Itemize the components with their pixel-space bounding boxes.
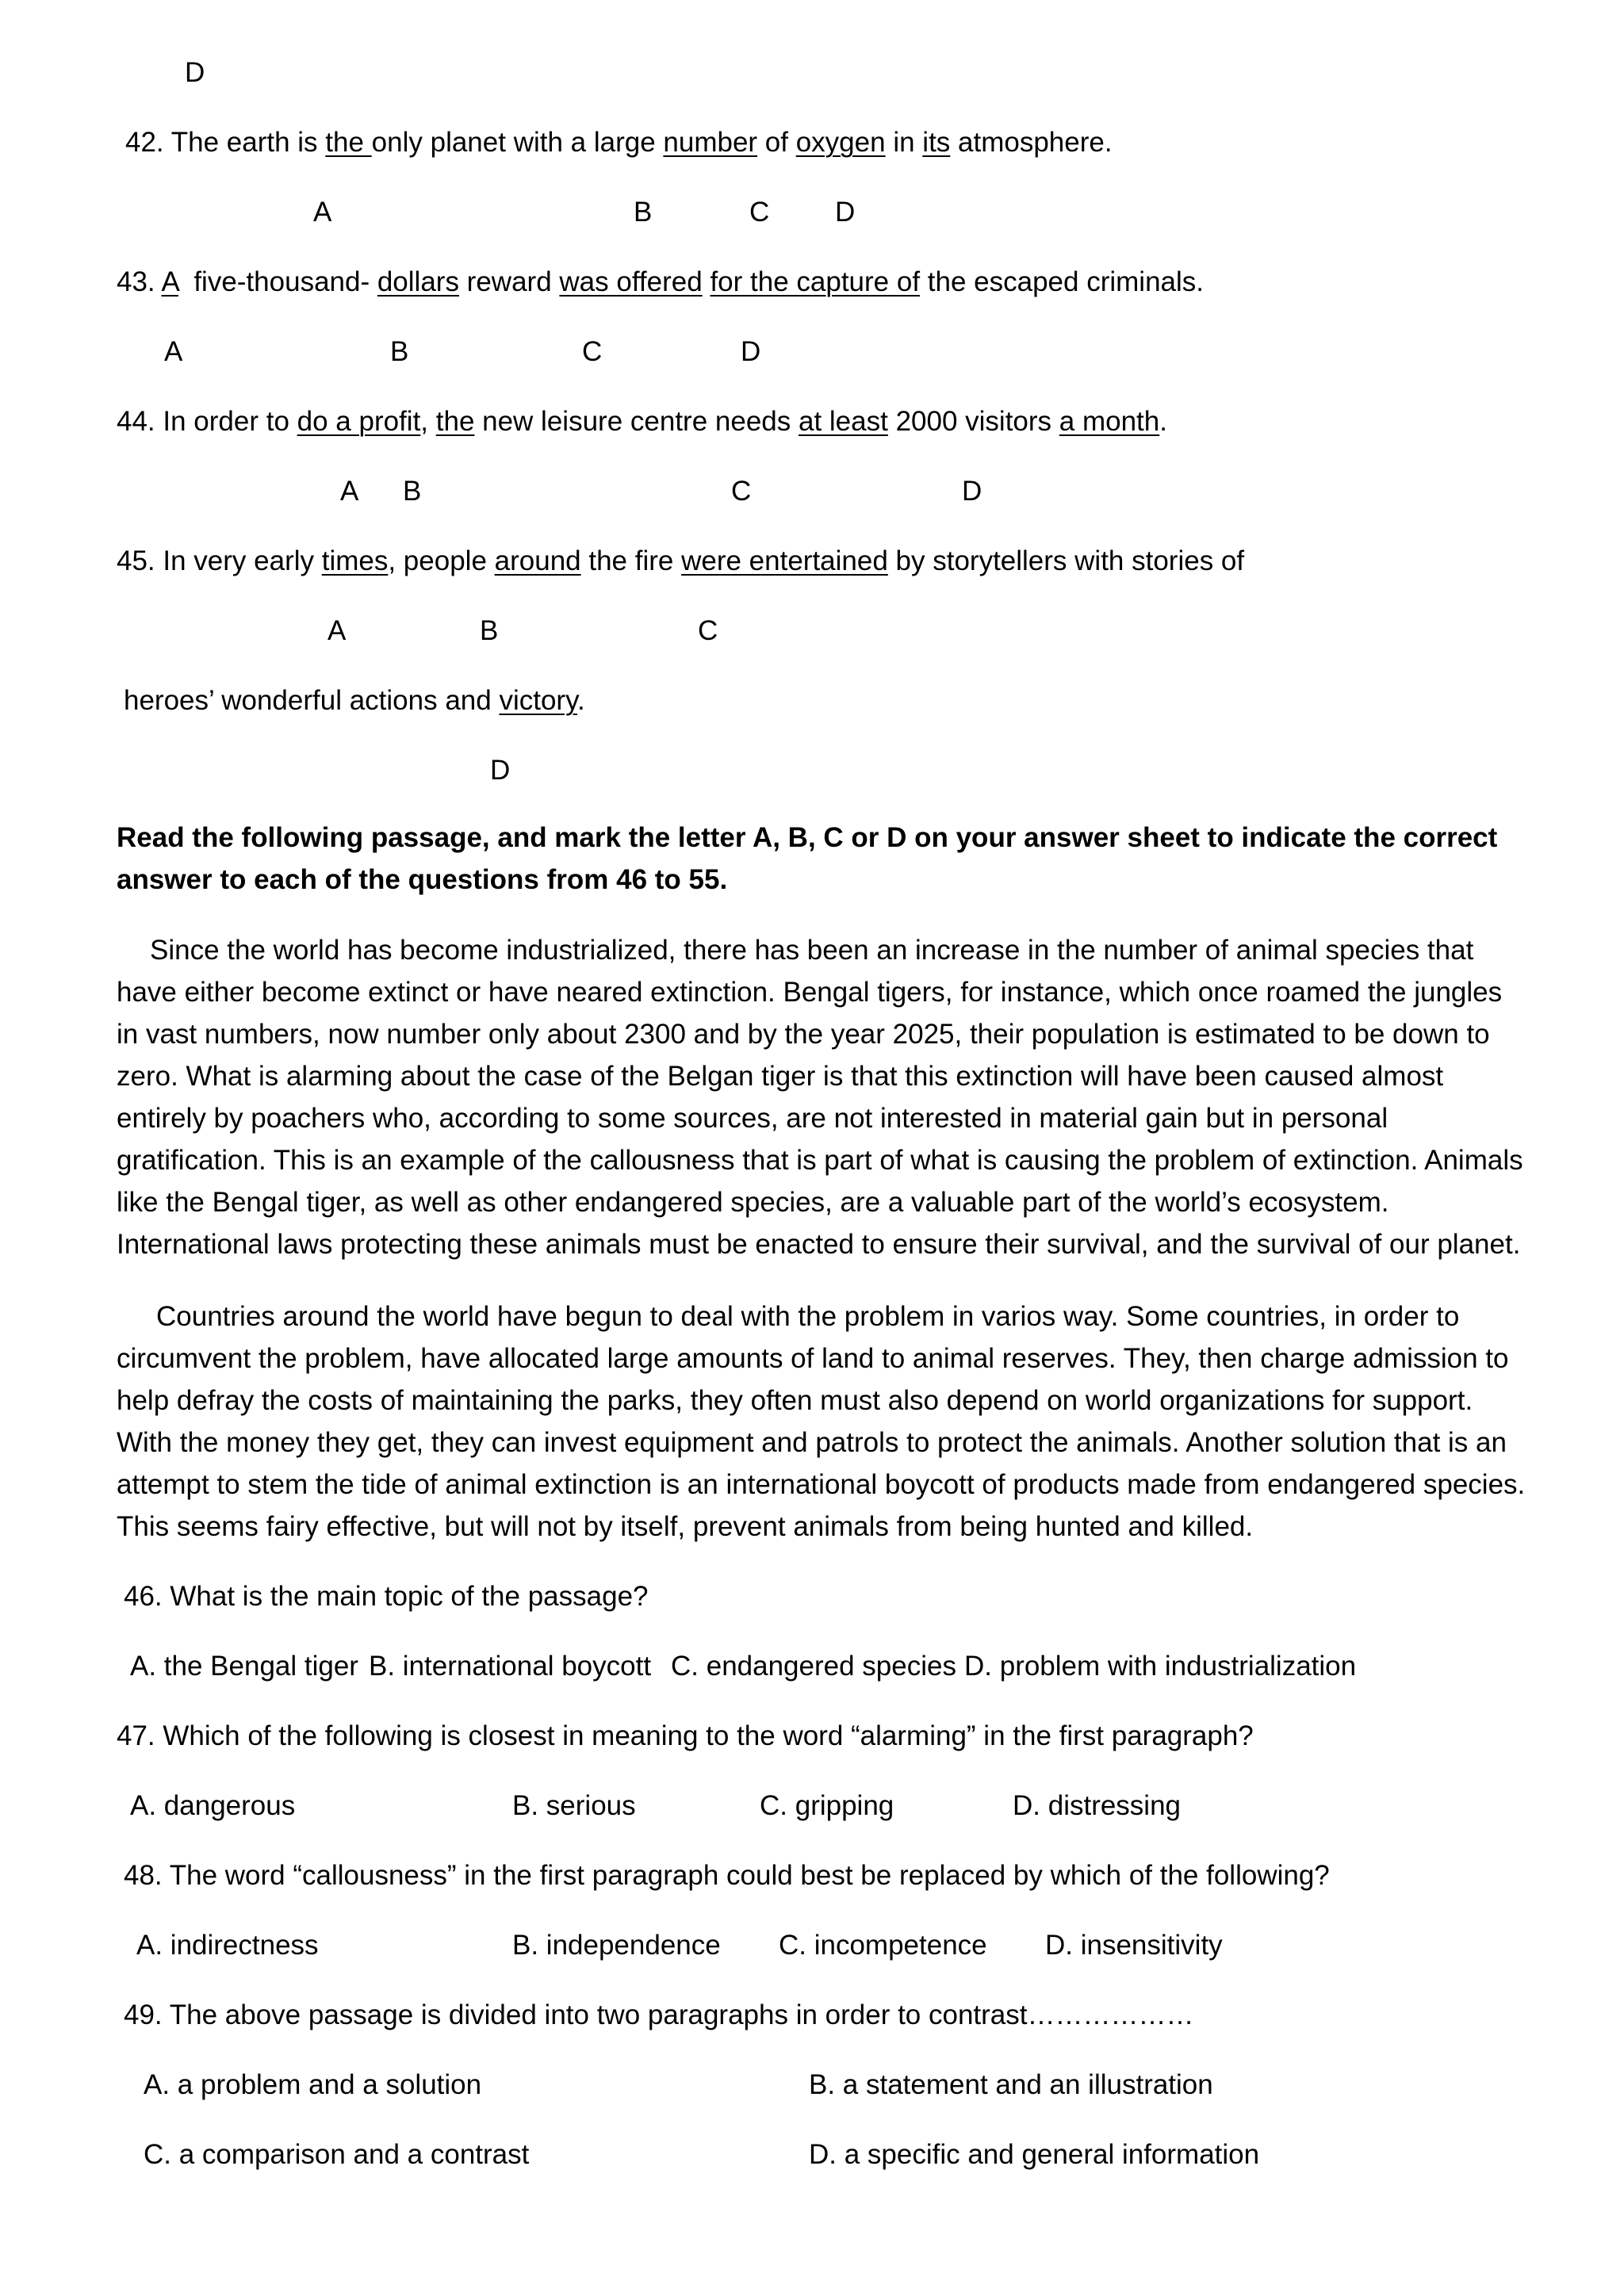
- passage-paragraph-1: [117, 929, 1528, 1265]
- q43-text-2: reward: [458, 266, 560, 297]
- reading-instruction: Read the following passage, and mark the letter A, B, C or D on your answer sheet to indicate the correct answer to each of the questions from 46 to 55.: [117, 822, 1498, 895]
- q42-text-3: in: [885, 127, 923, 158]
- q45-underline-d: victory: [499, 685, 577, 716]
- passage-paragraph-1-text: Since the world has become industrialized, there has been an increase in the number of animal species that have either become extinct or have neared extinction. Bengal tigers, for instance, which once roamed the jungles in vast numbers, now number only about 2300 and by the year 2025, their population is estimated to be down to zero. What is alarming about the case of the Belgan tiger is that this extinction will have been caused almost entirely by poachers who, according to some sources, are not interested in material gain but in personal gratification. This is an example of the callousness that is part of what is causing the problem of extinction. Animals like the Bengal tiger, as well as other endangered species, are a valuable part of the world’s ecosystem. International laws protecting these animals must be enacted to ensure their survival, and the survival of our planet.: [117, 935, 1523, 1260]
- q45-text-4: .: [576, 685, 585, 716]
- q47-option-b: B. serious: [512, 1790, 636, 1821]
- q41-option-d: D: [185, 57, 205, 88]
- q42-text-4: atmosphere.: [950, 127, 1113, 158]
- passage-paragraph-2-text: Countries around the world have begun to deal with the problem in varios way. Some countries, in order to circumvent the problem, have allocated large amounts of land to animal reserves. They, then charge admission to help defray the costs of maintaining the parks, they often must also depend on world organizations for support. With the money they get, they can invest equipment and patrols to protect the animals. Another solution that is an attempt to stem the tide of animal extinction is an international boycott of products made from endangered species. This seems fairy effective, but will not by itself, prevent animals from being hunted and killed.: [117, 1301, 1526, 1542]
- q43-text-1: five-thousand-: [178, 266, 377, 297]
- q45-text-3: by storytellers with stories of: [887, 545, 1245, 576]
- q45-letter-b: B: [480, 615, 499, 646]
- q44-text-1: ,: [420, 406, 436, 437]
- q44-prefix: 44. In order to: [117, 406, 297, 437]
- q42-letter-d: D: [835, 197, 856, 228]
- q45-text-1: , people: [388, 545, 495, 576]
- q44-underline-a: do a profit: [297, 406, 421, 437]
- q45-line2-prefix: heroes’ wonderful actions and: [124, 685, 500, 716]
- question-42: [125, 127, 1113, 159]
- q44-letter-c: C: [731, 476, 752, 507]
- question-47: 47. Which of the following is closest in meaning to the word “alarming” in the first paragraph?: [117, 1720, 1254, 1751]
- q49-option-b: B. a statement and an illustration: [809, 2069, 1213, 2100]
- q46-option-a: A. the Bengal tiger: [130, 1651, 358, 1682]
- q42-letter-c: C: [749, 197, 770, 228]
- q42-underline-d: its: [922, 127, 951, 158]
- question-48: 48. The word “callousness” in the first paragraph could best be replaced by which of the following?: [124, 1860, 1330, 1891]
- q43-text-4: the escaped criminals.: [920, 266, 1204, 297]
- q49-option-d: D. a specific and general information: [809, 2139, 1260, 2170]
- q44-underline-d: a month: [1059, 406, 1160, 437]
- q45-underline-a: times: [321, 545, 389, 576]
- q45-letter-a: A: [327, 615, 347, 646]
- q44-letter-a: A: [340, 476, 359, 507]
- question-45-continuation: [124, 685, 585, 717]
- q44-letter-b: B: [403, 476, 422, 507]
- q46-option-d: D. problem with industrialization: [964, 1651, 1357, 1682]
- q44-text-2: new leisure centre needs: [474, 406, 799, 437]
- q45-prefix: 45. In very early: [117, 545, 322, 576]
- q43-letter-a: A: [164, 336, 183, 367]
- q44-underline-c: at least: [798, 406, 888, 437]
- q49-option-a: A. a problem and a solution: [144, 2069, 482, 2100]
- q49-option-c: C. a comparison and a contrast: [144, 2139, 530, 2170]
- passage-paragraph-2: [117, 1295, 1528, 1548]
- q42-underline-b: number: [663, 127, 758, 158]
- question-46: 46. What is the main topic of the passage?: [124, 1581, 649, 1612]
- q43-underline-a: A: [161, 266, 178, 297]
- q42-underline-a: the: [325, 127, 372, 158]
- q47-option-a: A. dangerous: [130, 1790, 296, 1821]
- q43-letter-c: C: [582, 336, 603, 367]
- q48-option-d: D. insensitivity: [1045, 1930, 1223, 1961]
- q45-letter-c: C: [698, 615, 718, 646]
- question-44: [117, 406, 1167, 438]
- q44-text-4: .: [1159, 406, 1167, 437]
- q43-letter-d: D: [741, 336, 761, 367]
- q42-letter-b: B: [634, 197, 653, 228]
- q47-option-d: D. distressing: [1013, 1790, 1182, 1821]
- q42-prefix: 42. The earth is: [125, 127, 326, 158]
- q46-option-c: C. endangered species: [671, 1651, 956, 1682]
- q44-underline-b: the: [435, 406, 475, 437]
- q43-text-3: [703, 266, 710, 297]
- q43-underline-d: for the capture of: [710, 266, 921, 297]
- q42-text-1: only planet with a large: [371, 127, 664, 158]
- q42-underline-c: oxygen: [795, 127, 886, 158]
- q48-option-b: B. independence: [512, 1930, 721, 1961]
- q48-option-c: C. incompetence: [779, 1930, 987, 1961]
- q45-underline-c: were entertained: [681, 545, 888, 576]
- q47-option-c: C. gripping: [760, 1790, 894, 1821]
- question-45: [117, 545, 1244, 577]
- q43-prefix: 43.: [117, 266, 162, 297]
- q42-letter-a: A: [313, 197, 332, 228]
- q42-text-2: of: [757, 127, 796, 158]
- q45-letter-d: D: [490, 755, 511, 786]
- q48-option-a: A. indirectness: [136, 1930, 319, 1961]
- q45-underline-b: around: [494, 545, 581, 576]
- q43-underline-b: dollars: [377, 266, 459, 297]
- q46-option-b: B. international boycott: [369, 1651, 652, 1682]
- q45-text-2: the fire: [580, 545, 682, 576]
- q44-text-3: 2000 visitors: [887, 406, 1059, 437]
- q43-letter-b: B: [390, 336, 409, 367]
- question-43: [117, 266, 1204, 298]
- q43-underline-c: was offered: [559, 266, 703, 297]
- question-49: 49. The above passage is divided into two paragraphs in order to contrast………………: [124, 1999, 1194, 2030]
- q44-letter-d: D: [962, 476, 982, 507]
